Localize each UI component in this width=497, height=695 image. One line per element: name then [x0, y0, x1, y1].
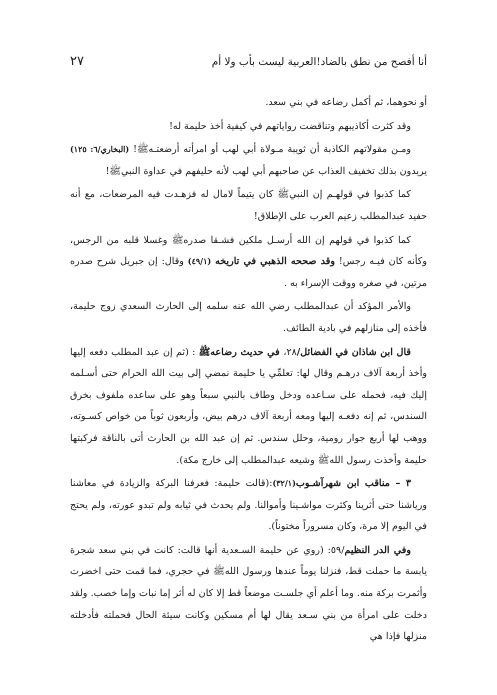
text-run: (٤٩/١)	[187, 256, 212, 267]
text-run: ٣ – مناقب ابن شهرآشـوب	[295, 478, 411, 490]
text-run: كما كذبوا في قولهـم إن النبيﷺ كان يتيماً لامال له فزهـدت فيه المرضعات، مع أنه حفيد عبدالمطلب زعيم العرب على الإطلاق!	[70, 189, 427, 222]
paragraph-p9	[70, 540, 427, 648]
paragraph-p1	[70, 92, 427, 114]
text-run: وقد صححه الذهبي في تاريخه	[215, 256, 335, 268]
text-run: وقال: إن جبريل شرح صدره مرتين، في صغره ووقت الإسراء به .	[70, 256, 427, 289]
paragraph-p5	[70, 230, 427, 295]
page-number: ٢٧	[70, 54, 84, 69]
text-run: كما كذبوا في قولهم إن الله أرسـل ملكين فشـقا صدرهﷺ وغسلا قلبه من الرجس، وكأنه كان فيـه رجس!	[70, 234, 427, 268]
page-body	[70, 92, 427, 650]
text-run: أو نحوهما، ثم أكمل رضاعه في بني سعد.	[265, 97, 427, 108]
text-run: (البخاري/٦: ١٢٥)	[70, 144, 130, 155]
text-run: : (ثم إن عبد المطلب دفعه إليها وأخذ أربعة آلاف درهـم وقال لها: تعلمِّي يا حليمة نمضي إلى بيت الله الحرام حتى أسـلمه إليك فيه، فحمله على سـاعده ودخل وطاف بالنبي سبعاً وهو على ساعده ملفوف بخرق السندس، ثم إنه دفعـه إليها ومعه أربعة آلاف درهم بيض، وأربعون ثوباً من خواص كسـوته، ووهب لها أربع جوار رومية، وحلل سندس. ثم إن عبد الله بن الحارث أتى بالناقة فركبتها حليمة وأخذت رسول اللهﷺ وشيعه عبدالمطلب إلى خارج مكة).	[70, 346, 427, 466]
paragraph-p4	[70, 184, 427, 227]
text-run: /٥٩: (روي عن حليمة السـعدية أنها قالت: كانت في بني سعد شجرة يابسة ما حملت قط، فنزلنا يوماً عندها ورسول اللهﷺ في حجري، فما قمت حتى اخضرت وأثمرت بركة منه. وما أعلم أي جلسـت موضعاً قط إلا كان له أثر إما نبات وإما خصب. ولقد دخلت على امرأة من بني سـعد يقال لها أم مسكين وكانت سيئة الحال فحملته فأدخلته منزلها فإذا هي	[70, 544, 427, 643]
running-header	[70, 54, 427, 69]
text-run: ومـن مقولاتهم الكاذبة أن ثويبة مـولاة أبي لهب أو امرأته أرضعتـهﷺ!	[129, 144, 411, 156]
paragraph-p7	[70, 342, 427, 472]
text-run: وقد كثرت أكاذيبهم وتناقضت رواياتهم في كيفية أخذ حليمة له!	[169, 120, 411, 132]
text-run: يريدون بذلك تخفيف العذاب عن صاحبهم أبي لهب لأنه حليفهم في عداوة النبيﷺ!	[105, 165, 427, 177]
paragraph-p3	[70, 139, 427, 182]
header-title: أنا أفصح من نطق بالضاد!العربية ليست بأب ولا أم	[211, 56, 427, 68]
text-run: :(قالت حليمة: فعرفنا البركة والزيادة في معاشنا ورياشنا حتى أثرينا وكثرت مواشـينا وأموالنا. ولم يحدث في ثيابه ولم تبدو عورته، ولم يحتج في اليوم إلا مرة، وكان مسروراً مختوناً).	[70, 478, 427, 533]
paragraph-p2	[70, 116, 427, 138]
text-run: (٣٢/١)	[272, 478, 296, 489]
paragraph-p6	[70, 296, 427, 339]
text-run: في حديث رضاعهﷺ	[198, 346, 284, 358]
text-run: ٢٨،	[283, 346, 297, 358]
paragraph-p8	[70, 473, 427, 538]
text-run: والأمر المؤكد أن عبدالمطلب رضي الله عنه سلمه إلى الحارث السعدي زوج حليمة، فأخذه إلى منازلهم في بادية الطائف.	[70, 301, 427, 334]
text-run: وفي الدر النظيم	[344, 544, 411, 556]
text-run: قال ابن شاذان في الفضائل/	[296, 346, 411, 358]
